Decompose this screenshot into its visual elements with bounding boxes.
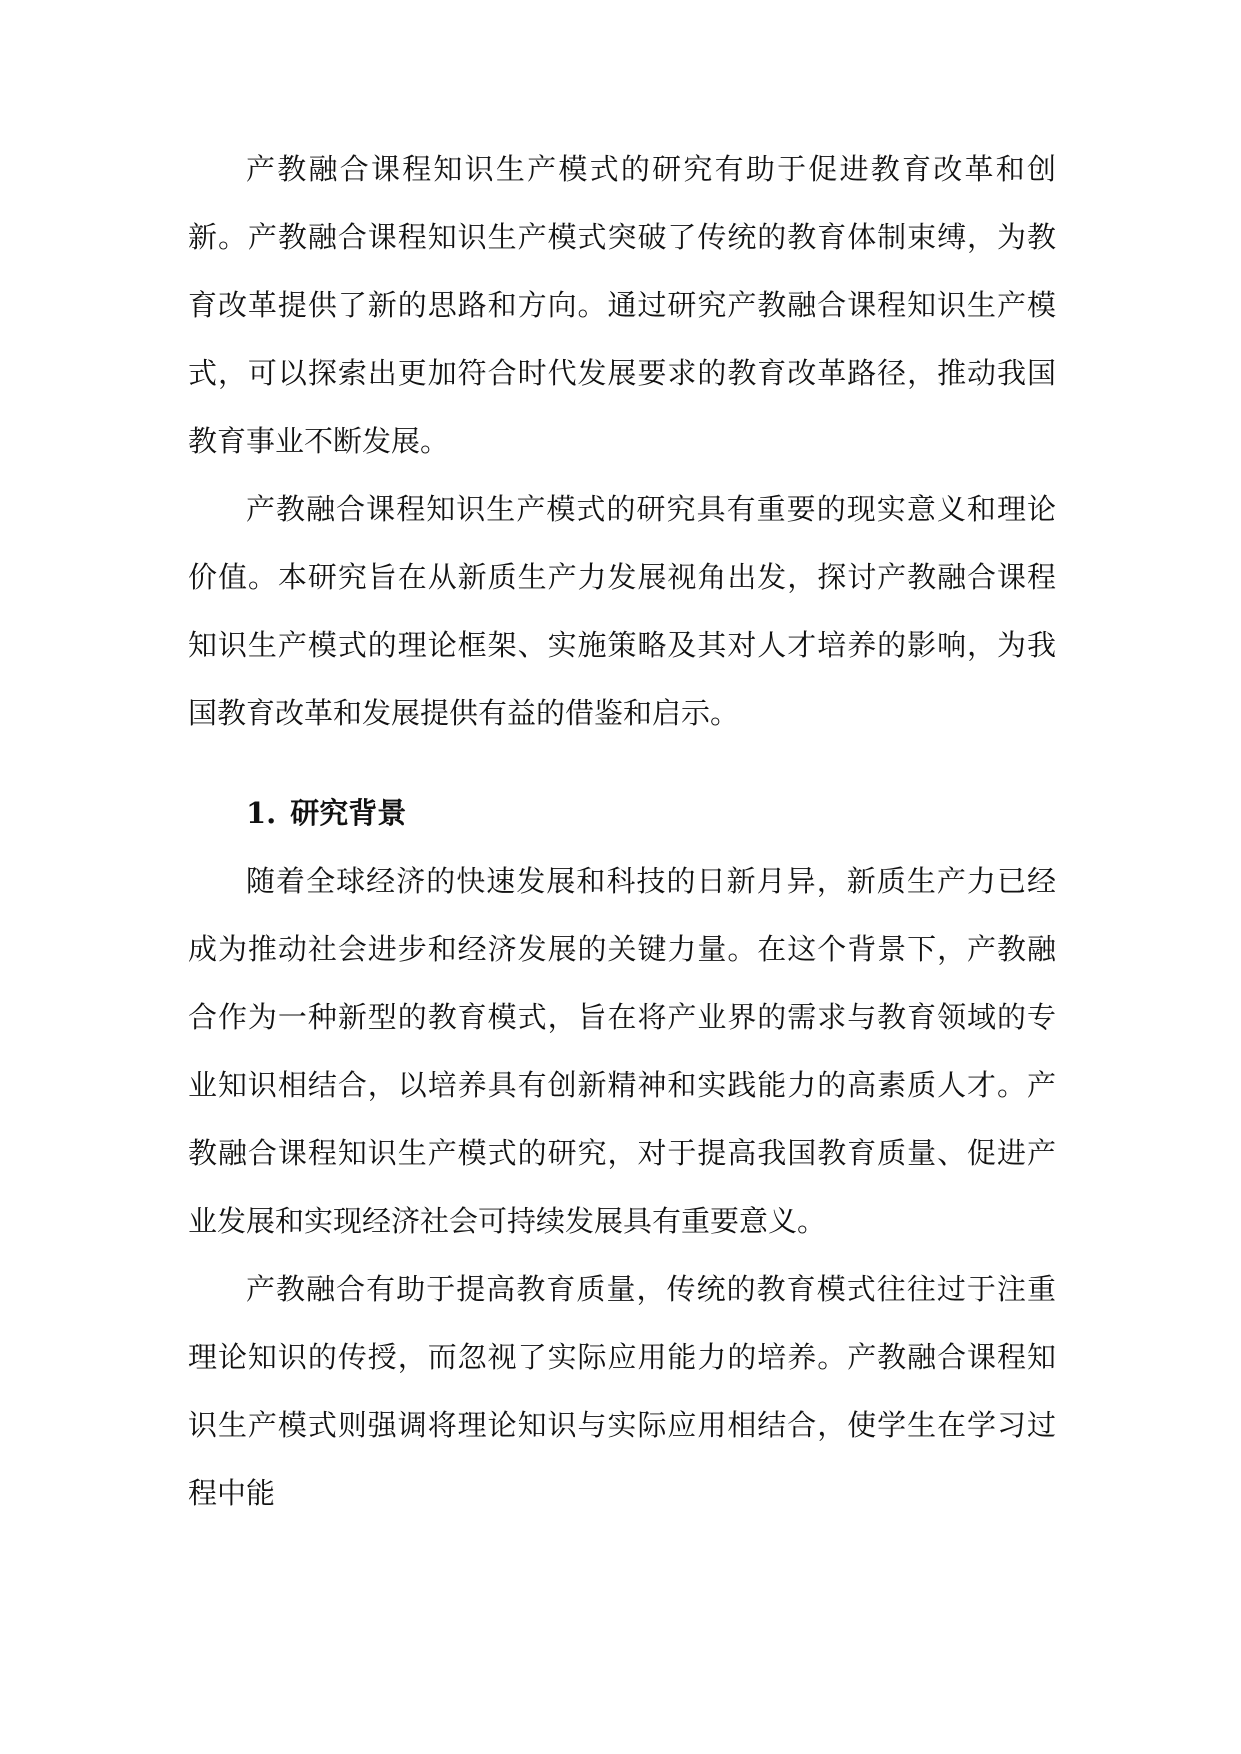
paragraph-research-significance: 产教融合课程知识生产模式的研究具有重要的现实意义和理论价值。本研究旨在从新质生产力发展视角出发，探讨产教融合课程知识生产模式的理论框架、实施策略及其对人才培养的影响，为我国教育改革和发展提供有益的借鉴和启示。 <box>188 492 1056 730</box>
paragraph-background: 随着全球经济的快速发展和科技的日新月异，新质生产力已经成为推动社会进步和经济发展的关键力量。在这个背景下，产教融合作为一种新型的教育模式，旨在将产业界的需求与教育领域的专业知识相结合，以培养具有创新精神和实践能力的高素质人才。产教融合课程知识生产模式的研究，对于提高我国教育质量、促进产业发展和实现经济社会可持续发展具有重要意义。 <box>188 864 1056 1238</box>
paragraph-education-reform: 产教融合课程知识生产模式的研究有助于促进教育改革和创新。产教融合课程知识生产模式突破了传统的教育体制束缚，为教育改革提供了新的思路和方向。通过研究产教融合课程知识生产模式，可以探索出更加符合时代发展要求的教育改革路径，推动我国教育事业不断发展。 <box>188 152 1056 458</box>
section-title: 研究背景 <box>290 796 407 830</box>
section-heading <box>188 779 1056 847</box>
document-body <box>188 135 1056 1527</box>
paragraph-education-quality: 产教融合有助于提高教育质量，传统的教育模式往往过于注重理论知识的传授，而忽视了实际应用能力的培养。产教融合课程知识生产模式则强调将理论知识与实际应用相结合，使学生在学习过程中能 <box>188 1272 1056 1510</box>
section-number: 1. <box>246 796 277 830</box>
